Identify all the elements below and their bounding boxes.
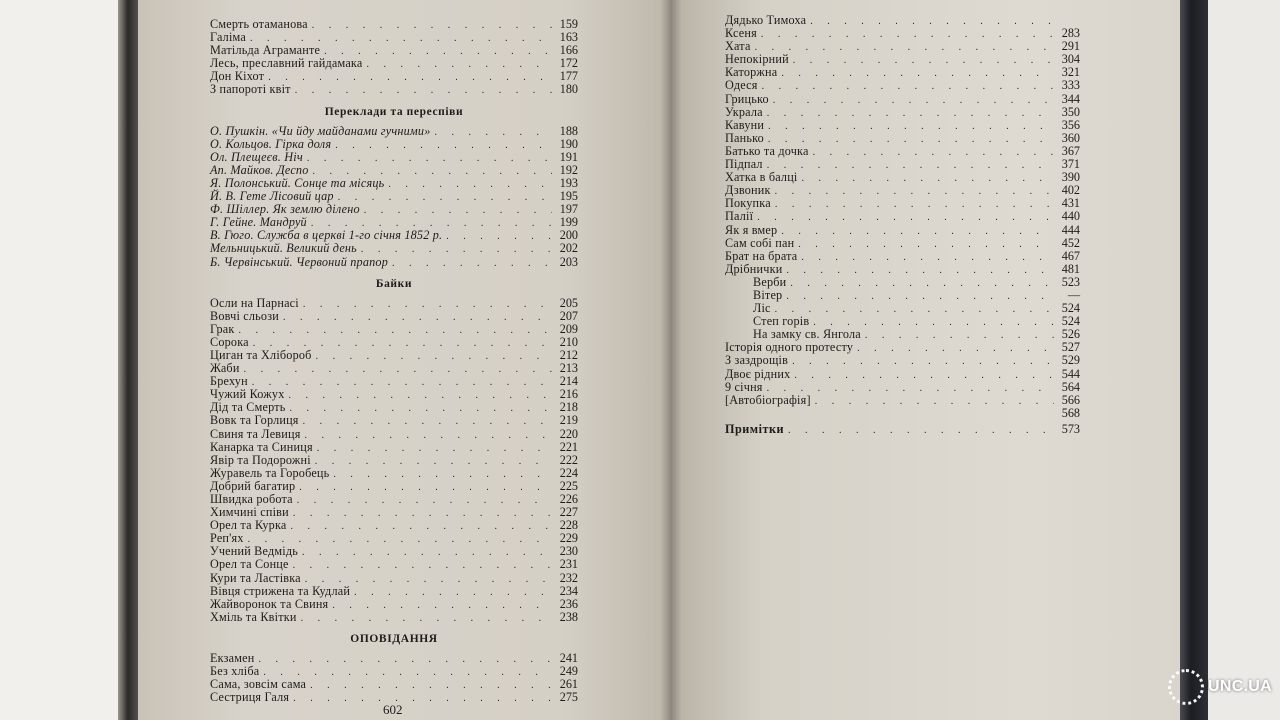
toc-entry-page: 222 [559, 452, 578, 467]
toc-entry [725, 14, 1080, 27]
toc-entry-page: 224 [559, 465, 578, 480]
toc-entry-title: Дядько Тимоха [725, 13, 807, 27]
watermark [1168, 662, 1273, 712]
toc-entry [725, 250, 1080, 263]
toc-entry-page: 371 [1061, 157, 1080, 172]
toc-entry-page: 188 [559, 123, 578, 138]
toc-leader-dots [335, 139, 552, 152]
toc-entry [210, 519, 578, 532]
toc-entry-title: Брат на брата [725, 248, 798, 263]
toc-entry-title: Я. Полонський. Сонце та місяць [210, 175, 385, 190]
toc-leader-dots [762, 80, 1054, 93]
toc-entry-title: Смерть отаманова [210, 17, 308, 31]
toc-entry-title: Чужий Кожух [210, 387, 285, 402]
toc-entry-title: Добрий багатир [210, 478, 296, 493]
toc-entry-page: 203 [559, 254, 578, 269]
toc-entry-title: Ф. Шіллер. Як землю ділено [210, 202, 360, 217]
toc-entry-page: 367 [1061, 143, 1080, 158]
toc-entry-title: Батько та дочка [725, 143, 809, 158]
toc-entry-page: 221 [559, 439, 578, 454]
toc-leader-dots [435, 126, 553, 139]
toc-entry [725, 119, 1080, 132]
toc-leader-dots [291, 520, 552, 533]
toc-entry-page: 226 [559, 492, 578, 506]
toc-entry [725, 145, 1080, 158]
toc-leader-dots [794, 369, 1054, 382]
toc-entry-title: Одеся [725, 78, 758, 93]
toc-entry-page: 172 [559, 56, 578, 71]
toc-entry [725, 66, 1080, 79]
toc-leader-dots [239, 324, 552, 337]
toc-entry-page: 210 [559, 334, 578, 349]
toc-entry [210, 467, 578, 480]
toc-leader-dots [781, 225, 1054, 238]
toc-leader-dots [317, 442, 552, 455]
toc-entry-title: Матільда Аграманте [210, 43, 321, 58]
toc-entry-title: Лесь, преславний гайдамака [210, 56, 363, 71]
toc-leader-dots [761, 28, 1054, 41]
toc-entry-title: Ліс [753, 301, 771, 316]
toc-entry [725, 79, 1080, 92]
toc-entry-title: Історія одного протесту [725, 340, 854, 355]
toc-leader-dots [392, 257, 552, 270]
toc-entry-notes-heading [725, 423, 1080, 436]
toc-entry-page: 199 [559, 215, 578, 230]
toc-entry [725, 27, 1080, 40]
toc-entry-title: Грицько [725, 91, 769, 106]
toc-entry-title: Ол. Плещеєв. Ніч [210, 149, 303, 164]
toc-entry-page: 192 [559, 162, 578, 177]
toc-leader-dots [793, 54, 1054, 67]
toc-entry-title: На замку св. Янгола [753, 327, 861, 342]
toc-entry-title: О. Кольцов. Гірка доля [210, 136, 332, 151]
toc-entry-page: 177 [559, 69, 578, 84]
toc-entry-title: З заздрощів [725, 353, 789, 368]
toc-entry-title: Підпал [725, 157, 763, 172]
toc-entry-page: 219 [559, 413, 578, 428]
toc-entry-page: 333 [1061, 78, 1080, 93]
toc-entry-page: — [1067, 287, 1080, 302]
toc-entry-page: 214 [559, 374, 578, 389]
toc-entry-title: Сестриця Галя [210, 690, 290, 705]
toc-entry [725, 289, 1080, 302]
right-toc [725, 14, 1080, 436]
toc-entry [210, 18, 578, 31]
toc-entry [210, 57, 578, 70]
toc-entry-page: 566 [1061, 392, 1080, 407]
toc-entry-page: 526 [1061, 327, 1080, 342]
toc-entry [725, 276, 1080, 289]
toc-entry [210, 138, 578, 151]
toc-entry [210, 336, 578, 349]
toc-entry-title: Хміль та Квітки [210, 609, 297, 624]
toc-entry-page: 227 [559, 505, 578, 520]
toc-entry-page: 467 [1061, 248, 1080, 263]
book-spine-left [118, 0, 140, 720]
toc-entry-page: 228 [559, 518, 578, 533]
toc-leader-dots [252, 376, 552, 389]
toc-entry-page: 544 [1061, 366, 1080, 381]
toc-entry [210, 611, 578, 624]
toc-entry-page: 163 [559, 30, 578, 45]
toc-leader-dots [293, 692, 552, 705]
toc-entry-title: О. Пушкін. «Чи йду майданами гучними» [210, 123, 431, 138]
toc-entry-page: 275 [559, 690, 578, 705]
toc-entry-title: Реп'ях [210, 531, 244, 546]
toc-leader-dots [773, 94, 1054, 107]
toc-leader-dots [786, 290, 1054, 303]
toc-leader-dots [293, 559, 552, 572]
toc-entry-page: 241 [559, 650, 578, 665]
toc-entry-page: 205 [559, 295, 578, 310]
toc-entry [210, 558, 578, 571]
toc-entry-page: 159 [559, 17, 578, 31]
toc-leader-dots [366, 58, 552, 71]
toc-leader-dots [768, 120, 1054, 133]
toc-entry-page: 356 [1061, 117, 1080, 132]
toc-leader-dots [813, 146, 1054, 159]
toc-entry-page: 523 [1061, 274, 1080, 289]
toc-entry-title: Панько [725, 130, 764, 145]
toc-entry-page: 234 [559, 583, 578, 598]
toc-entry [210, 297, 578, 310]
toc-leader-dots [786, 264, 1054, 277]
toc-entry-title: Жайворонок та Свиня [210, 596, 329, 611]
toc-entry-title: Покупка [725, 196, 771, 211]
toc-entry-page: 529 [1061, 353, 1080, 368]
toc-leader-dots [388, 178, 552, 191]
toc-entry-title: Як я вмер [725, 222, 778, 237]
toc-entry [725, 184, 1080, 197]
watermark-text: UNC.UA [1208, 678, 1273, 695]
toc-entry [210, 414, 578, 427]
toc-entry [725, 197, 1080, 210]
toc-leader-dots [312, 19, 552, 32]
toc-entry-title: Украла [725, 104, 763, 119]
toc-leader-dots [333, 468, 552, 481]
toc-entry [210, 441, 578, 454]
toc-entry [210, 349, 578, 362]
toc-entry-page: 481 [1061, 261, 1080, 276]
toc-entry-page: 200 [559, 228, 578, 243]
toc-entry-page: 291 [1061, 39, 1080, 54]
toc-entry-page: 350 [1061, 104, 1080, 119]
toc-entry-title: Кури та Ластівка [210, 570, 301, 585]
toc-entry-title: Циган та Хлібороб [210, 347, 312, 362]
toc-entry-title: Каторжна [725, 65, 778, 80]
toc-leader-dots [364, 204, 552, 217]
left-toc [210, 18, 578, 704]
toc-entry-title: Дід та Смерть [210, 400, 286, 415]
toc-group-fables [210, 297, 578, 624]
toc-entry-title: Журавель та Горобець [210, 465, 330, 480]
toc-entry-page: 191 [559, 149, 578, 164]
toc-leader-dots [303, 298, 552, 311]
toc-leader-dots [307, 152, 552, 165]
toc-entry-page: 231 [559, 557, 578, 572]
toc-entry [725, 354, 1080, 367]
toc-entry [725, 132, 1080, 145]
toc-entry-title: Дон Кіхот [210, 69, 265, 84]
toc-leader-dots [775, 198, 1054, 211]
toc-entry [210, 454, 578, 467]
toc-group-translations [210, 125, 578, 269]
section-heading-translations: Переклади та переспіви [324, 105, 464, 118]
toc-entry [210, 652, 578, 665]
toc-leader-dots [790, 277, 1054, 290]
toc-entry [210, 83, 578, 96]
toc-entry [725, 210, 1080, 223]
toc-entry-page: 304 [1061, 52, 1080, 67]
toc-leader-dots [781, 67, 1054, 80]
toc-entry-page: 229 [559, 531, 578, 546]
toc-leader-dots [268, 71, 552, 84]
toc-leader-dots [857, 342, 1054, 355]
toc-entry-page: 527 [1061, 340, 1080, 355]
toc-leader-dots [297, 494, 552, 507]
toc-entry [725, 224, 1080, 237]
toc-leader-dots [315, 455, 552, 468]
toc-entry-page: 213 [559, 361, 578, 376]
toc-entry [210, 323, 578, 336]
toc-entry-page: 216 [559, 387, 578, 402]
page-number: 602 [383, 702, 403, 717]
toc-leader-dots [757, 211, 1054, 224]
toc-group-stories-continued [725, 14, 1080, 436]
toc-leader-dots [361, 243, 552, 256]
toc-entry-title: [Автобіографія] [725, 392, 811, 407]
toc-entry-page: 195 [559, 189, 578, 204]
toc-entry [725, 106, 1080, 119]
toc-entry-page: 249 [559, 664, 578, 679]
toc-leader-dots [798, 238, 1054, 251]
toc-entry [210, 310, 578, 323]
toc-leader-dots [303, 415, 552, 428]
toc-entry-page: 440 [1061, 209, 1080, 224]
toc-entry-page: 220 [559, 426, 578, 441]
toc-entry-page: 166 [559, 43, 578, 58]
toc-entry-title: Степ горів [753, 314, 810, 329]
toc-leader-dots [301, 612, 552, 625]
toc-entry-page: 524 [1061, 314, 1080, 329]
toc-entry [210, 572, 578, 585]
toc-entry-page: 238 [559, 609, 578, 624]
toc-entry-title: Двоє рідних [725, 366, 791, 381]
toc-entry-title: Палії [725, 209, 754, 224]
toc-entry-title: Вітер [753, 287, 783, 302]
toc-entry [725, 263, 1080, 276]
toc-entry-title: Явір та Подорожні [210, 452, 311, 467]
toc-leader-dots [802, 172, 1054, 185]
toc-entry-title: Г. Гейне. Мандруй [210, 215, 307, 230]
toc-entry [210, 256, 578, 269]
toc-leader-dots [354, 586, 552, 599]
toc-entry-notes [725, 407, 1080, 420]
toc-leader-dots [767, 159, 1054, 172]
toc-entry-title: Й. В. Гете Лісовий цар [210, 189, 334, 204]
toc-entry-title: 9 січня [725, 379, 763, 394]
toc-entry-page: 524 [1061, 301, 1080, 316]
toc-entry-page: 344 [1061, 91, 1080, 106]
toc-entry-title: Примітки [725, 421, 784, 436]
toc-entry-page: 212 [559, 347, 578, 362]
toc-entry-title: Кавуни [725, 117, 765, 132]
toc-entry [210, 242, 578, 255]
toc-leader-dots [290, 402, 552, 415]
toc-entry-title: Непокірний [725, 52, 789, 67]
toc-entry [725, 53, 1080, 66]
toc-entry-page: 193 [559, 175, 578, 190]
toc-entry-title: Вовчі сльози [210, 308, 279, 323]
toc-entry-title: Химчині співи [210, 505, 289, 520]
toc-leader-dots [305, 429, 552, 442]
toc-leader-dots [792, 355, 1054, 368]
toc-entry [725, 93, 1080, 106]
toc-leader-dots [768, 133, 1054, 146]
toc-entry-title: Ап. Майков. Деспо [210, 162, 309, 177]
toc-entry-page: 197 [559, 202, 578, 217]
toc-entry-title: Брехун [210, 374, 248, 389]
section-heading-stories: ОПОВІДАННЯ [350, 632, 438, 645]
toc-leader-dots [283, 311, 552, 324]
toc-entry-page: 390 [1061, 170, 1080, 185]
toc-leader-dots [310, 679, 552, 692]
book-cover-right [1180, 0, 1208, 720]
toc-entry-page: 207 [559, 308, 578, 323]
toc-entry-page: 218 [559, 400, 578, 415]
toc-entry-page: 232 [559, 570, 578, 585]
toc-entry-title: Вовк та Горлиця [210, 413, 299, 428]
toc-entry-title: Верби [753, 274, 787, 289]
toc-entry-page: 209 [559, 321, 578, 336]
toc-entry-title: Хатка в балці [725, 170, 798, 185]
toc-leader-dots [316, 350, 552, 363]
toc-entry-title: Орел та Сонце [210, 557, 289, 572]
toc-entry-title: Мельницький. Великий день [210, 241, 357, 256]
toc-entry [210, 428, 578, 441]
toc-entry-title: В. Гюго. Служба в церкві 1-го січня 1852 р. [210, 228, 443, 243]
toc-entry-title: З папороті квіт [210, 82, 291, 97]
toc-leader-dots [332, 599, 552, 612]
toc-entry [210, 585, 578, 598]
toc-leader-dots [810, 15, 1054, 28]
toc-entry-title: Ксеня [725, 26, 757, 41]
toc-leader-dots [865, 329, 1054, 342]
watermark-star-icon [1168, 669, 1204, 705]
toc-entry [725, 171, 1080, 184]
right-page [670, 0, 1182, 720]
toc-entry-title: Учений Ведмідь [210, 544, 299, 559]
toc-entry [210, 164, 578, 177]
toc-entry-title: Галіма [210, 30, 246, 45]
toc-entry-page: 573 [1061, 421, 1080, 436]
toc-leader-dots [755, 41, 1054, 54]
toc-entry-title: Сама, зовсім сама [210, 677, 307, 692]
toc-entry-title: Сам собі пан [725, 235, 795, 250]
toc-entry [210, 598, 578, 611]
toc-leader-dots [293, 507, 552, 520]
toc-leader-dots [244, 363, 552, 376]
toc-leader-dots [263, 666, 552, 679]
toc-entry-title: Сорока [210, 334, 249, 349]
toc-entry-page: 225 [559, 478, 578, 493]
toc-leader-dots [302, 546, 552, 559]
toc-leader-dots [767, 107, 1054, 120]
toc-entry-title: Осли на Парнасі [210, 295, 299, 310]
toc-entry-page: 402 [1061, 183, 1080, 198]
toc-entry [725, 237, 1080, 250]
toc-entry-title: Орел та Курка [210, 518, 287, 533]
toc-entry-page: 180 [559, 82, 578, 97]
toc-leader-dots [775, 303, 1054, 316]
toc-leader-dots [775, 185, 1054, 198]
toc-entry-title: Дрібнички [725, 261, 783, 276]
toc-leader-dots [446, 230, 552, 243]
toc-entry-title: Дзвоник [725, 183, 771, 198]
toc-leader-dots [338, 191, 552, 204]
toc-entry-page: 568 [1061, 405, 1080, 420]
book-gutter [660, 0, 682, 720]
toc-entry-title: Грак [210, 321, 235, 336]
toc-leader-dots [289, 389, 553, 402]
toc-entry-title: Канарка та Синиця [210, 439, 313, 454]
toc-entry-page: 283 [1061, 26, 1080, 41]
toc-entry-page: 452 [1061, 235, 1080, 250]
toc-group-poems [210, 18, 578, 97]
toc-leader-dots [299, 481, 552, 494]
toc-entry-page: 190 [559, 136, 578, 151]
toc-leader-dots [295, 84, 552, 97]
toc-leader-dots [815, 395, 1054, 408]
toc-entry [210, 125, 578, 138]
toc-entry-page: 202 [559, 241, 578, 256]
toc-leader-dots [258, 653, 552, 666]
toc-entry-title: Екзамен [210, 650, 255, 665]
toc-entry-page: 321 [1061, 65, 1080, 80]
toc-entry [725, 381, 1080, 394]
left-page [138, 0, 670, 720]
toc-entry-page: 230 [559, 544, 578, 559]
toc-entry-title: Жаби [210, 361, 240, 376]
toc-leader-dots [801, 251, 1054, 264]
toc-entry [725, 394, 1080, 407]
toc-entry [725, 368, 1080, 381]
toc-entry-page: 236 [559, 596, 578, 611]
toc-entry [210, 362, 578, 375]
toc-entry-title: Без хліба [210, 664, 260, 679]
toc-entry-title: Свиня та Левиця [210, 426, 301, 441]
toc-leader-dots [788, 424, 1054, 437]
toc-entry-page: 564 [1061, 379, 1080, 394]
toc-entry-page: 431 [1061, 196, 1080, 211]
toc-entry-page: 261 [559, 677, 578, 692]
toc-entry [210, 151, 578, 164]
section-heading-fables: Байки [375, 277, 413, 290]
toc-entry-page: 360 [1061, 130, 1080, 145]
toc-entry-title: Швидка робота [210, 492, 293, 506]
toc-group-stories [210, 652, 578, 704]
toc-entry-title: Вівця стрижена та Кудлай [210, 583, 351, 598]
toc-entry-title: Б. Червінський. Червоний прапор [210, 254, 389, 269]
toc-entry-page: 444 [1061, 222, 1080, 237]
toc-entry-title: Хата [725, 39, 751, 54]
